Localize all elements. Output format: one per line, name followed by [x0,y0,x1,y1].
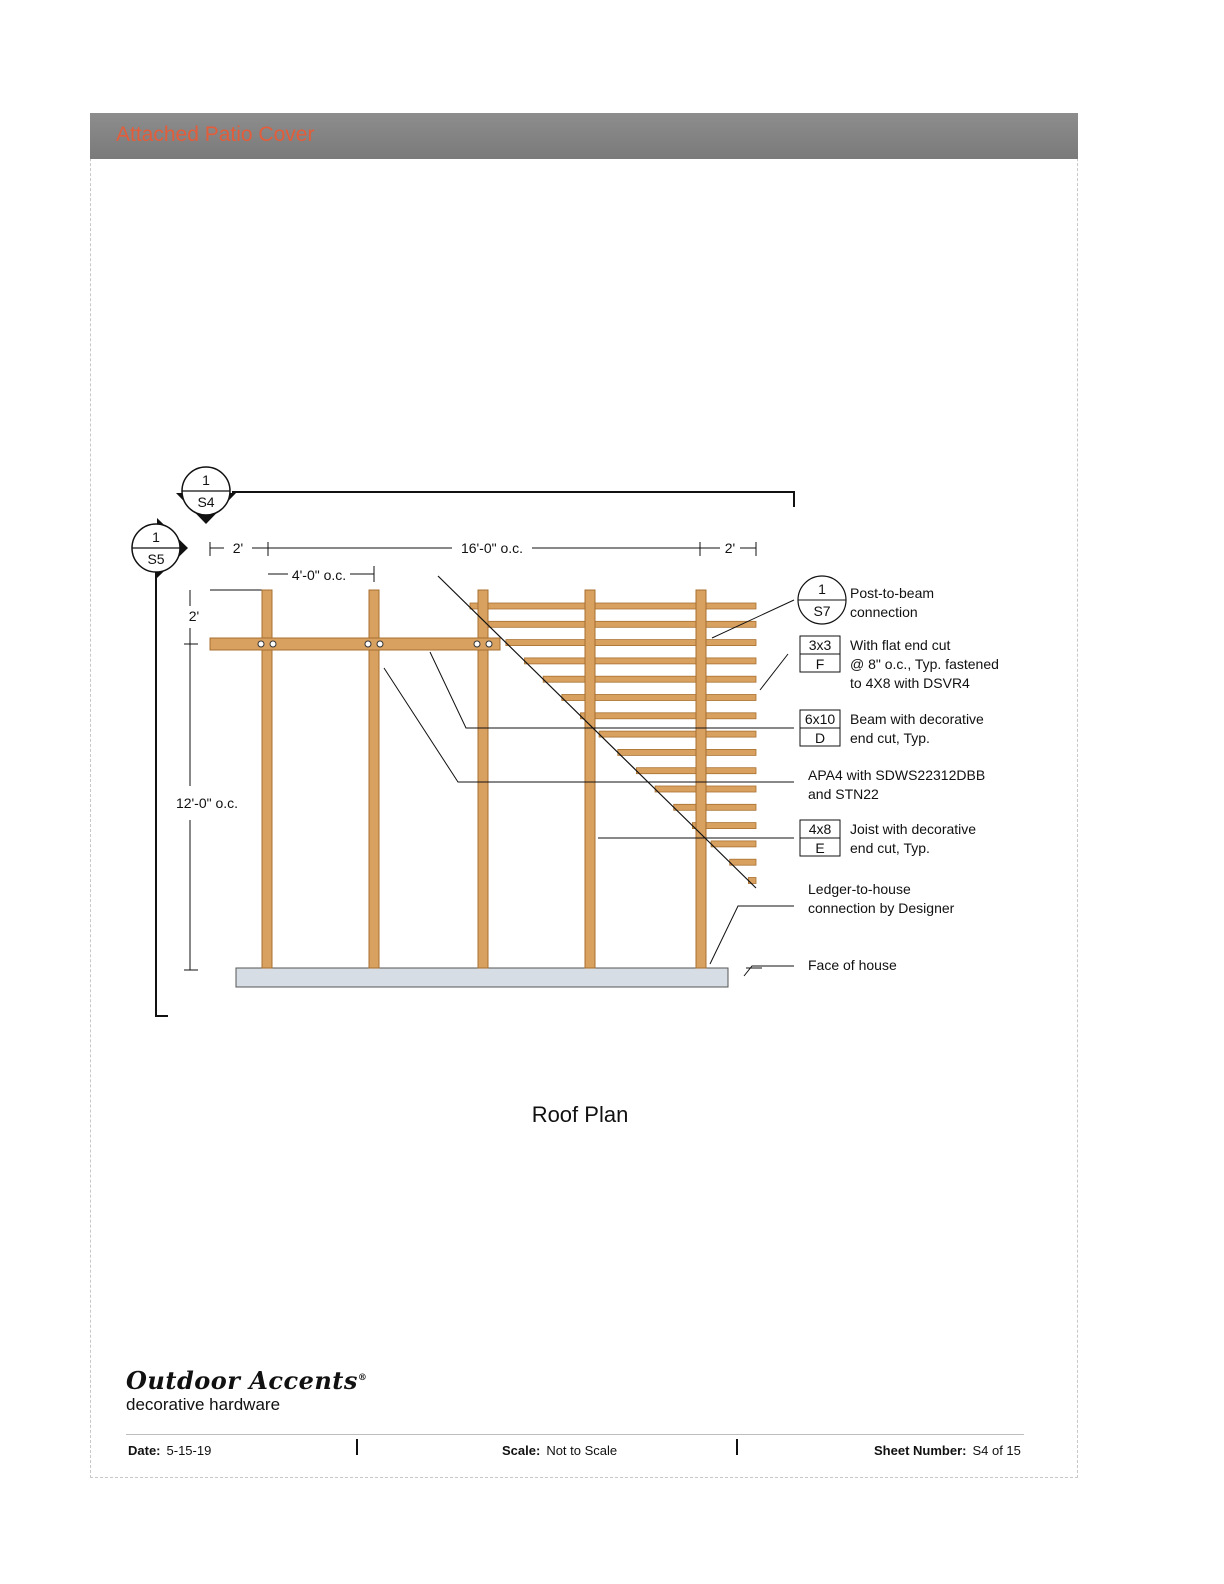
callout-rafter-line-3: to 4X8 with DSVR4 [850,675,970,691]
rafter [599,731,756,737]
rafter-size-tag: 3x3 [808,637,832,653]
brand-name [126,1366,367,1395]
footer-date [128,1443,211,1458]
callout-ledger-line-1: Ledger-to-house [808,881,911,897]
section-marker-s4-number: 1 [202,472,210,488]
callout-joist [800,820,976,856]
rafter [581,713,757,719]
callout-face-of-house: Face of house [808,957,897,973]
callout-ledger [808,881,955,916]
joist-4 [585,590,595,968]
rafters [470,603,756,884]
callout-connector [808,767,985,802]
callout-rafter [800,636,999,691]
callout-beam [800,710,984,746]
brand-logo [126,1366,367,1415]
section-marker-s4-sheet: S4 [197,494,215,510]
beam-mark-tag: D [814,730,826,746]
section-cut-line-s4 [232,492,794,507]
house-face [236,968,728,987]
callout-post-to-beam-line-1: Post-to-beam [850,585,935,601]
joist-mark-tag: E [815,840,825,856]
dim-depth: 12'-0" o.c. [175,795,239,811]
callout-joist-line-1: Joist with decorative [850,821,977,837]
date-value: 5-15-19 [166,1443,212,1458]
rafter-mark-tag: F [815,656,825,672]
rafter [506,640,756,646]
callout-beam-line-1: Beam with decorative [850,711,984,727]
rafter [487,621,756,627]
section-marker-s5 [132,518,188,578]
dim-span: 16'-0" o.c. [460,540,524,556]
brand-wordmark: Outdoor Accents [126,1366,358,1395]
rafter [470,603,756,609]
beam-size-tag: 6x10 [804,711,836,727]
section-marker-s5-number: 1 [152,529,160,545]
sheet-title: Attached Patio Cover [116,123,315,146]
callout-ledger-line-2: connection by Designer [808,900,955,916]
joist-size-tag: 4x8 [808,821,832,837]
brand-tagline: decorative hardware [126,1395,281,1414]
rafter [674,804,756,810]
scale-label: Scale: [502,1443,541,1458]
footer-sheet-number [874,1443,1021,1458]
footer-rule [126,1434,1024,1435]
joist-5 [696,590,706,968]
dim-overhang-left: 2' [232,540,244,556]
registered-mark: ® [357,1373,368,1383]
scale-value: Not to Scale [546,1443,618,1458]
callout-post-to-beam [798,576,934,624]
rafter [543,676,756,682]
callout-beam-line-2: end cut, Typ. [850,730,930,746]
sheet-label: Sheet Number: [874,1443,967,1458]
dim-overhang-right: 2' [724,540,736,556]
callout-connector-line-2: and STN22 [808,786,879,802]
rafter [711,841,756,847]
footer-scale [502,1443,617,1458]
callout-post-to-beam-line-2: connection [850,604,918,620]
detail-ref-number: 1 [818,581,826,597]
dim-beam-offset: 2' [188,608,200,624]
section-marker-s5-sheet: S5 [147,551,165,567]
beam [210,638,500,650]
callout-joist-line-2: end cut, Typ. [850,840,930,856]
footer-separator [736,1439,738,1455]
callout-connector-line-1: APA4 with SDWS22312DBB [808,767,986,783]
sheet-value: S4 of 15 [972,1443,1021,1458]
detail-ref-sheet: S7 [813,603,831,619]
callout-rafter-line-2: @ 8" o.c., Typ. fastened [850,656,999,672]
dim-post-spacing: 4'-0" o.c. [291,567,347,583]
drawing-caption: Roof Plan [531,1102,629,1127]
rafter [618,749,756,755]
footer-separator [356,1439,358,1455]
section-marker-s4 [176,467,236,524]
callout-rafter-line-1: With flat end cut [850,637,951,653]
rafter [748,878,756,884]
section-cut-line-s5 [156,572,168,1016]
rafter [730,859,756,865]
rafter [525,658,757,664]
date-label: Date: [128,1443,161,1458]
